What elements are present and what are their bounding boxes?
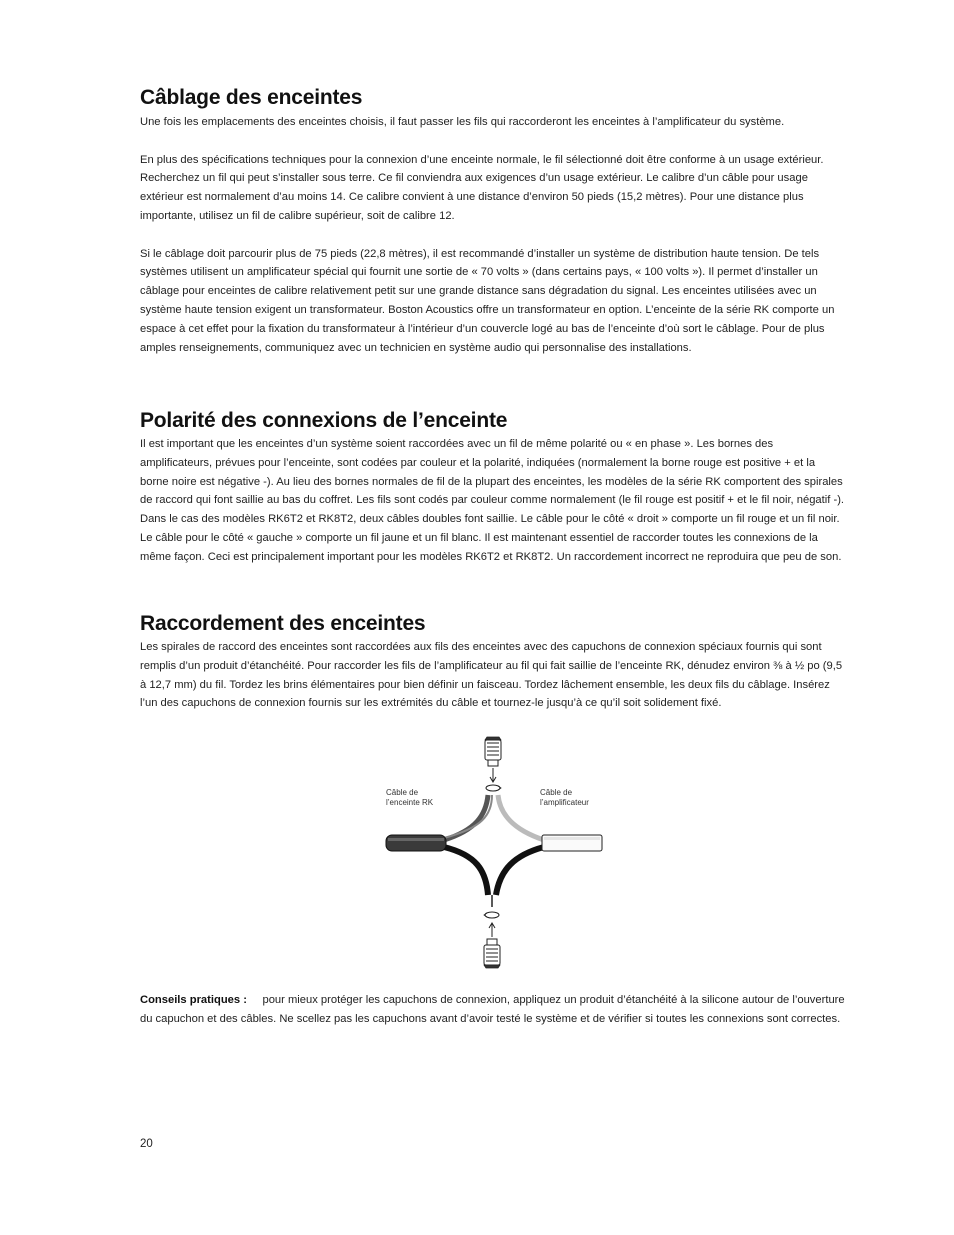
label-amplifier-cable-line2: l’amplificateur: [540, 798, 589, 807]
section-title-polarity: Polarité des connexions de l’enceinte: [140, 409, 508, 432]
bottom-twist-arrow-icon: [484, 912, 499, 918]
amplifier-cable-icon: [542, 835, 602, 851]
tips-text: pour mieux protéger les capuchons de connexion, appliquez un produit d’étanchéité à la silicone autour de l’ouverture du capuchon et des câbles. Ne scellez pas les capuchons avant d’avoir testé le système et de vérifier si toutes les connexions sont correctes.: [140, 994, 845, 1025]
top-twist-arrow-icon: [486, 785, 501, 791]
page-number: 20: [140, 1138, 153, 1150]
tips-label: Conseils pratiques :: [140, 994, 247, 1006]
practical-tips: [140, 991, 845, 1029]
speaker-cable-icon: [386, 835, 446, 851]
twisted-wires-icon: [444, 795, 544, 907]
label-speaker-cable-line1: Câble de: [386, 788, 419, 797]
section-polarity: [140, 407, 845, 567]
wiring-paragraph-3: Si le câblage doit parcourir plus de 75 pieds (22,8 mètres), il est recommandé d’installer un système de distribution haute tension. De tels systèmes utilisent un amplificateur spécial qui fournit une sortie de « 70 volts » (dans certains pays, « 100 volts »). Il permet d’installer un câblage pour enceintes de calibre relativement petit sur une grande distance sans dégradation du signal. Les enceintes utilisées avec un système haute tension exigent un transformateur. Boston Acoustics offre un transformateur en option. L’enceinte de la série RK comporte un espace à cet effet pour la fixation du transformateur à l’intérieur d’un couvercle logé au bas de l’enceinte d’où sort le câblage. Pour de plus amples renseignements, communiquez avec un technicien en système audio qui personnalise des installations.: [140, 247, 835, 354]
top-down-arrow-icon: [490, 768, 496, 782]
polarity-paragraph: Il est important que les enceintes d’un système soient raccordées avec un fil de même polarité ou « en phase ». Les bornes des amplificateurs, prévues pour l’enceinte, sont codées par couleur et la polarité, indiquées (normalement la borne rouge est positive + et la borne noire est négative -). Au lieu des bornes normales de fil de la plupart des enceintes, les modèles de la série RK comportent des spirales de raccord qui font saillie au bas du coffret. Les fils sont codés par couleur comme normalement (le fil rouge est positif + et le fil noir, négatif -). Dans le cas des modèles RK6T2 et RK8T2, deux câbles doubles font saillie. Le câble pour le côté « droit » comporte un fil rouge et un fil noir. Le câble pour le côté « gauche » comporte un fil jaune et un fil blanc. Il est maintenant essentiel de raccorder toutes les connexions de la même façon. Ceci est principalement important pour les modèles RK6T2 et RK8T2. Un raccordement incorrect ne reproduira que peu de son.: [140, 438, 845, 563]
section-speaker-wiring: [140, 84, 845, 357]
section-title-connection: Raccordement des enceintes: [140, 612, 426, 635]
connection-paragraph: Les spirales de raccord des enceintes sont raccordées aux fils des enceintes avec des capuchons de connexion spéciaux fournis qui sont remplis d’un produit d’étanchéité. Pour raccorder les fils de l’amplificateur au fil qui fait saillie de l’enceinte RK, dénudez environ ⅜ à ½ po (9,5 à 12,7 mm) du fil. Tordez les brins élémentaires pour bien définir un faisceau. Tordez lâchement ensemble, les deux fils du câblage. Insérez l’un des capuchons de connexion fournis sur les extrémités du câble et tournez-le jusqu’à ce qu’il soit solidement fixé.: [140, 641, 843, 710]
wire-connection-diagram: [384, 735, 614, 970]
label-amplifier-cable-line1: Câble de: [540, 788, 573, 797]
wiring-paragraph-1: Une fois les emplacements des enceintes choisis, il faut passer les fils qui raccorderont les enceintes à l’amplificateur du système.: [140, 116, 785, 128]
section-speaker-connection: [140, 610, 845, 713]
label-speaker-cable-line2: l’enceinte RK: [386, 798, 434, 807]
bottom-up-arrow-icon: [489, 923, 495, 937]
section-title-wiring: Câblage des enceintes: [140, 86, 363, 109]
bottom-wire-nut-icon: [484, 939, 500, 968]
wiring-paragraph-2: En plus des spécifications techniques pour la connexion d’une enceinte normale, le fil sélectionné doit être conforme à un usage extérieur. Recherchez un fil qui peut s’installer sous terre. Ce fil conviendra aux exigences d’un usage extérieur. Le calibre d’un câble pour usage extérieur est normalement d’au moins 14. Ce calibre convient à une distance d’environ 50 pieds (15,2 mètres). Pour une distance plus importante, utilisez un fil de calibre supérieur, soit de calibre 12.: [140, 153, 824, 222]
top-wire-nut-icon: [485, 737, 501, 766]
